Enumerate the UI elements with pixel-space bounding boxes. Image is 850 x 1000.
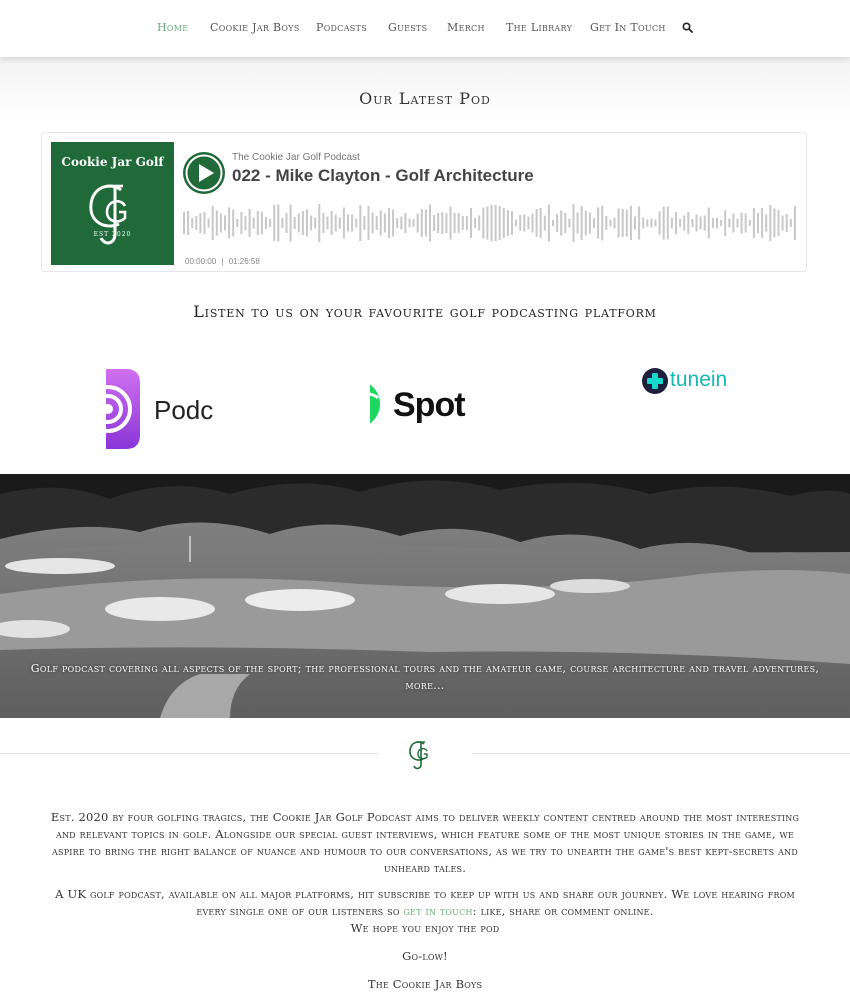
waveform-bar (486, 207, 488, 240)
waveform-bar (700, 217, 702, 230)
waveform-bar (343, 208, 345, 239)
waveform-bar (458, 213, 460, 233)
about-paragraph-1: Est. 2020 by four golfing tragics, the Cookie Jar Golf Podcast aims to deliver weekly content centred around the most interesting and relevant topics in golf. Alongside our special guest interviews, which feature some of the most unique stories in the game, we aspire to bring the right balance of nuance and humour to our conversations, as we try to unearth the game's best kept-secrets and unheard tales. (50, 810, 800, 875)
podcast-cover-art (51, 142, 174, 265)
waveform-bar (577, 213, 579, 234)
waveform-bar (281, 218, 283, 228)
waveform-bar (466, 216, 468, 230)
waveform-bar (290, 205, 292, 242)
apple-podcasts-link[interactable] (106, 369, 216, 449)
waveform-bar (503, 208, 505, 238)
photo-caption-text: Golf podcast covering all aspects of the sport; the professional tours and the amateur game, course architecture and travel adventures, (30, 662, 820, 675)
waveform-bar (601, 206, 603, 241)
latest-pod-heading: Our Latest Pod (359, 89, 491, 108)
tunein-link[interactable] (640, 366, 750, 398)
waveform-bar (630, 206, 632, 240)
waveform-bar (675, 212, 677, 234)
waveform-bar (413, 219, 415, 227)
about-paragraph-2 (40, 886, 810, 937)
waveform-bar (568, 219, 570, 228)
time-separator: | (221, 257, 224, 266)
waveform-bar (368, 206, 370, 240)
podcast-player (41, 132, 807, 272)
waveform-bar (240, 212, 242, 234)
waveform-bar (609, 220, 611, 227)
waveform-bar (761, 208, 763, 238)
waveform-bar (507, 210, 509, 236)
nav-menu (0, 21, 850, 37)
waveform-bar (347, 215, 349, 232)
waveform-bar (741, 213, 743, 234)
waveform-bar (392, 210, 394, 237)
waveform-bar (511, 211, 513, 235)
waveform-bar (216, 211, 218, 236)
waveform-bar (523, 215, 525, 232)
waveform-bar (294, 217, 296, 229)
waveform-bar (462, 216, 464, 230)
waveform-bar (679, 219, 681, 227)
play-button[interactable] (183, 152, 225, 194)
waveform-bar (396, 218, 398, 228)
waveform-bar (191, 218, 193, 228)
waveform-bar (622, 209, 624, 237)
read-more-link[interactable]: more... (405, 679, 445, 692)
waveform-bar (388, 208, 390, 238)
nav-item-guests[interactable]: Guests (388, 21, 428, 34)
waveform-bar (634, 217, 636, 230)
waveform-bar (646, 220, 648, 227)
waveform-bar (749, 220, 751, 226)
waveform-bar (691, 219, 693, 227)
waveform-bar (314, 218, 316, 229)
waveform-bar (363, 216, 365, 230)
waveform-bar (495, 205, 497, 241)
current-time: 00:00:00 (185, 257, 217, 266)
apple-podcasts-icon (106, 369, 146, 449)
waveform-bar (786, 214, 788, 232)
nav-item-get-in-touch[interactable]: Get In Touch (590, 21, 666, 34)
about-p2-text: A UK golf podcast, available on all major platforms, hit subscribe to keep up with us and share our journey. We love hearing from every single one of our listeners so (55, 887, 795, 918)
waveform-bar (585, 211, 587, 236)
nav-item-cookie-jar-boys[interactable]: Cookie Jar Boys (210, 21, 300, 34)
waveform-bar (208, 219, 210, 228)
waveform-bar (302, 211, 304, 235)
waveform-bar (515, 220, 517, 227)
waveform-bar (445, 213, 447, 233)
waveform-bar (687, 212, 689, 234)
waveform-bar (605, 216, 607, 230)
waveform-bar (773, 209, 775, 238)
waveform-bar (638, 207, 640, 240)
podcast-name: The Cookie Jar Golf Podcast (232, 152, 360, 163)
waveform-bar (212, 206, 214, 240)
tunein-label: tunein (670, 368, 728, 391)
divider-line-left (0, 753, 378, 754)
waveform-bar (708, 208, 710, 239)
waveform-bar (384, 214, 386, 233)
waveform-bar (536, 209, 538, 237)
header-shadow-band (0, 57, 850, 117)
waveform-bar (380, 211, 382, 236)
waveform-bar (265, 217, 267, 229)
waveform-bar (782, 216, 784, 231)
waveform-bar (532, 214, 534, 233)
apple-podcasts-label: Podc (154, 395, 214, 425)
waveform-bar (765, 215, 767, 232)
waveform-bar (778, 210, 780, 236)
waveform-bar (573, 204, 575, 242)
waveform-bar (437, 213, 439, 233)
nav-item-home[interactable]: Home (157, 21, 189, 34)
waveform-bar (400, 217, 402, 230)
waveform-bar (372, 213, 374, 234)
waveform-bar (544, 216, 546, 231)
nav-item-podcasts[interactable]: Podcasts (316, 21, 367, 34)
waveform-bar (794, 206, 796, 240)
waveform-bar (560, 211, 562, 236)
waveform-bar (269, 219, 271, 227)
photo-caption (0, 660, 850, 694)
waveform-bar (597, 208, 599, 239)
waveform-bar (245, 216, 247, 230)
waveform-bar (626, 210, 628, 237)
waveform-bar (474, 218, 476, 228)
waveform-bar (589, 213, 591, 234)
waveform-bar (322, 213, 324, 233)
tunein-icon (641, 367, 669, 395)
waveform-bar (286, 213, 288, 233)
waveform-bar (376, 216, 378, 230)
waveform-bar (298, 214, 300, 233)
waveform-bar (273, 205, 275, 241)
waveform-bar (745, 214, 747, 233)
waveform-bar (228, 208, 230, 239)
play-icon (183, 152, 225, 194)
waveform-bar (425, 210, 427, 237)
waveform-bar (482, 208, 484, 239)
golf-course-banner (0, 474, 850, 718)
waveform-bar (339, 218, 341, 229)
waveform-bar (450, 207, 452, 240)
nav-item-the-library[interactable]: The Library (506, 21, 573, 34)
waveform-bar (318, 204, 320, 242)
waveform-bar (696, 215, 698, 232)
about-go-low: Go-low! (402, 949, 448, 963)
waveform-bar (454, 213, 456, 233)
waveform-bar (417, 214, 419, 233)
waveform-bar (249, 209, 251, 237)
waveform-bar (199, 213, 201, 233)
waveform-bar (655, 220, 657, 227)
waveform-bar (491, 205, 493, 242)
top-navigation (0, 0, 850, 57)
waveform-bar (769, 205, 771, 241)
waveform-bar (581, 206, 583, 240)
waveform-bar (618, 209, 620, 238)
waveform-bar (220, 214, 222, 233)
waveform-bar (470, 208, 472, 238)
waveform-bar (204, 212, 206, 234)
waveform-bar (732, 214, 734, 233)
cjg-monogram-logo (77, 172, 147, 252)
waveform-bar (671, 218, 673, 229)
spotify-link[interactable] (370, 378, 480, 430)
waveform-bar (548, 205, 550, 242)
waveform-bar (232, 210, 234, 237)
waveform-bar (277, 205, 279, 242)
waveform-bar (552, 220, 554, 226)
waveform-bar (429, 205, 431, 242)
audio-waveform-seekbar[interactable] (183, 202, 799, 244)
get-in-touch-link[interactable]: get in touch (403, 904, 473, 918)
waveform-bar (540, 208, 542, 238)
waveform-bar (478, 216, 480, 231)
cjg-monogram-icon (405, 736, 435, 772)
waveform-bar (355, 219, 357, 228)
waveform-bar (704, 216, 706, 231)
cover-est-text: EST 2020 (93, 231, 132, 238)
waveform-bar (195, 216, 197, 230)
about-signoff: The Cookie Jar Boys (367, 977, 483, 991)
waveform-bar (306, 210, 308, 237)
search-icon[interactable] (682, 22, 693, 33)
player-times (185, 257, 260, 266)
waveform-bar (351, 215, 353, 232)
waveform-bar (310, 216, 312, 231)
waveform-bar (564, 213, 566, 233)
waveform-bar (236, 219, 238, 227)
waveform-bar (253, 218, 255, 229)
waveform-bar (642, 218, 644, 229)
waveform-bar (409, 219, 411, 228)
spotify-label: Spot (393, 386, 465, 424)
cover-title: Cookie Jar Golf (61, 155, 164, 169)
waveform-bar (683, 216, 685, 231)
about-p2-text-after: : like, share or comment online. (472, 904, 654, 918)
waveform-bar (593, 218, 595, 228)
waveform-bar (724, 210, 726, 236)
about-p2-closing: We hope you enjoy the pod (350, 921, 500, 935)
waveform-bar (790, 219, 792, 227)
waveform-bar (183, 212, 185, 234)
waveform-bar (421, 209, 423, 237)
waveform-bar (257, 211, 259, 235)
waveform-bar (499, 206, 501, 240)
waveform-bar (527, 217, 529, 230)
waveform-bar (737, 219, 739, 228)
waveform-bar (716, 218, 718, 229)
waveform-bar (404, 213, 406, 233)
waveform-bar (331, 211, 333, 235)
waveform-bar (659, 212, 661, 235)
waveform-bar (441, 212, 443, 234)
divider-line-right (472, 753, 850, 754)
episode-title[interactable]: 022 - Mike Clayton - Golf Architecture (232, 166, 534, 185)
listen-platforms-heading: Listen to us on your favourite golf podcasting platform (193, 302, 657, 321)
waveform-bar (556, 214, 558, 232)
waveform-bar (433, 215, 435, 231)
waveform-bar (224, 216, 226, 231)
waveform-bar (359, 205, 361, 241)
waveform-bar (327, 217, 329, 230)
nav-item-merch[interactable]: Merch (447, 21, 485, 34)
waveform-bar (667, 207, 669, 240)
spotify-icon (370, 378, 382, 430)
waveform-bar (187, 211, 189, 235)
waveform-bar (650, 219, 652, 228)
waveform-bar (519, 215, 521, 231)
waveform-bar (614, 218, 616, 229)
waveform-bar (335, 215, 337, 232)
duration: 01:26:58 (228, 257, 260, 266)
waveform-bar (720, 220, 722, 226)
waveform-bar (757, 213, 759, 233)
waveform-bar (663, 207, 665, 240)
waveform-bar (261, 212, 263, 234)
waveform-bar (728, 219, 730, 228)
waveform-bar (712, 218, 714, 228)
waveform-bar (753, 208, 755, 238)
